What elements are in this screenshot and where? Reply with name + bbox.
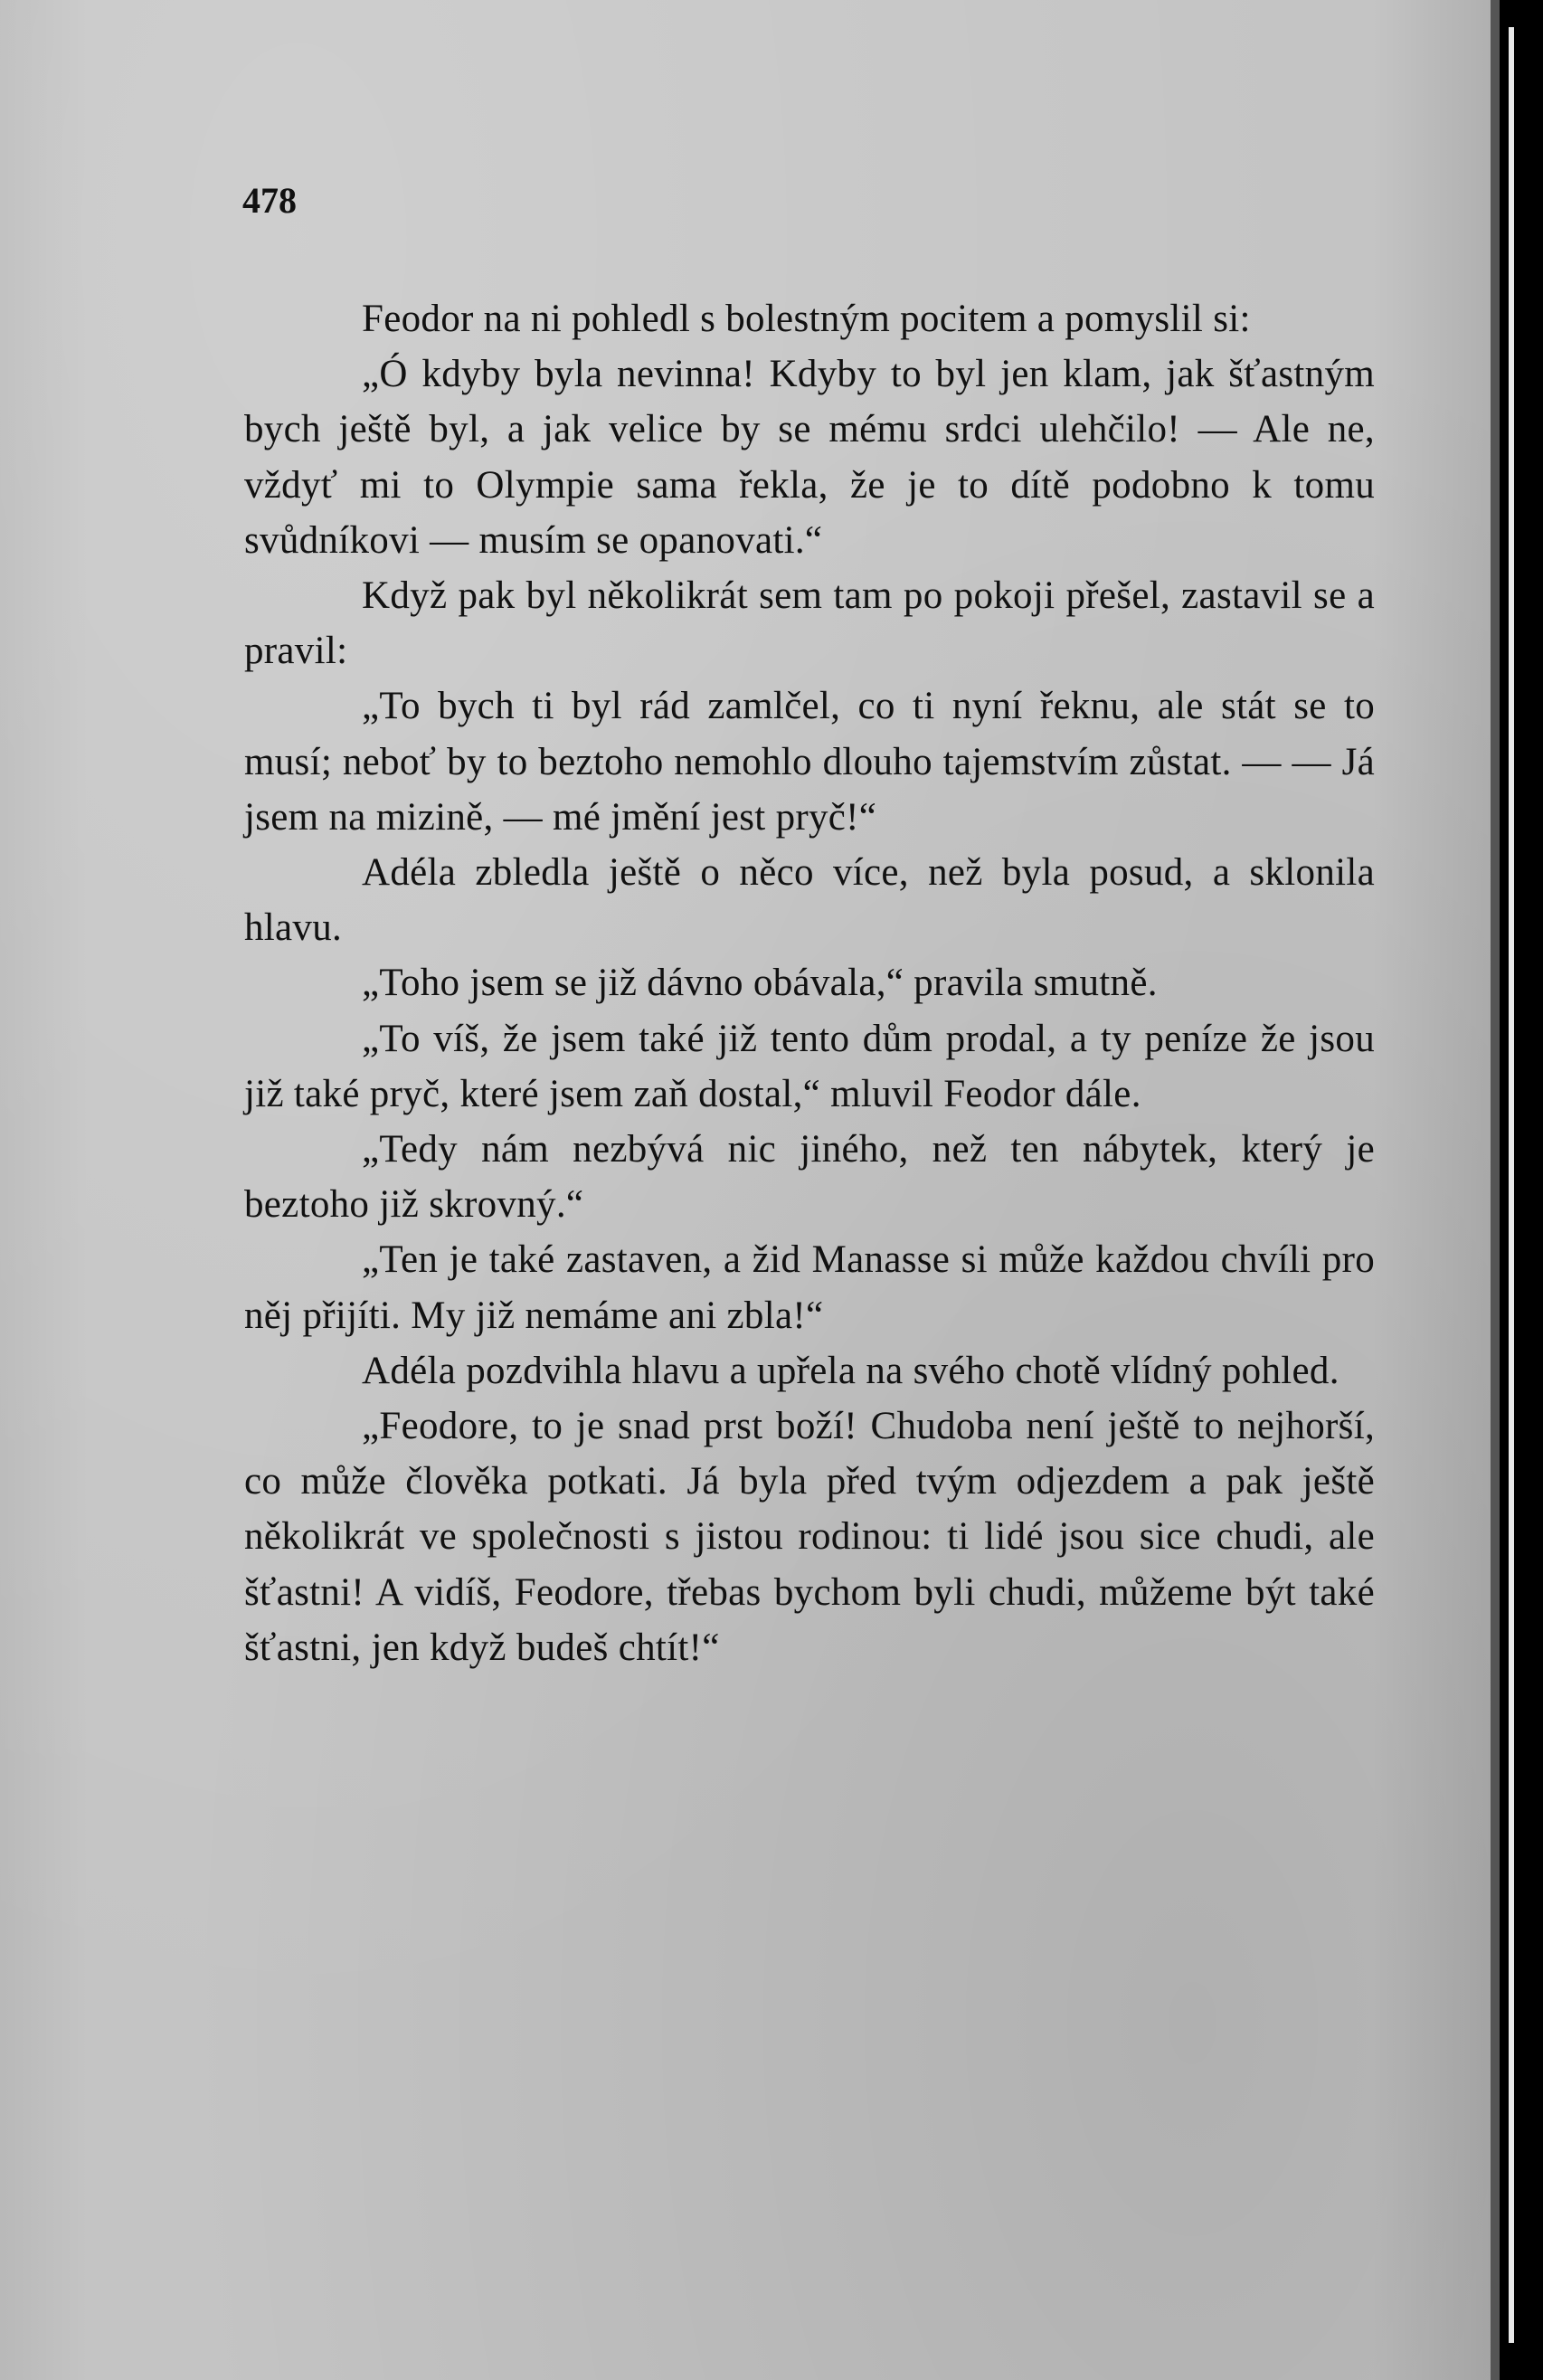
paragraph: Feodor na ni pohledl s bolestným pocitem a pomyslil si: — [362, 298, 1251, 340]
paragraph: „To víš, že jsem také již tento dům prodal, a ty peníze že jsou již také pryč, které jsem zaň dostal,“ mluvil Feodor dále. — [244, 1017, 1375, 1115]
body-text — [244, 291, 1375, 1675]
scan-background — [1500, 0, 1543, 2380]
paragraph: „Tedy nám nezbývá nic jiného, než ten nábytek, který je beztoho již skrovný.“ — [244, 1128, 1375, 1227]
page-edge — [1491, 0, 1500, 2380]
page-number: 478 — [242, 180, 297, 221]
paragraph: „Ten je také zastaven, a žid Manasse si může každou chvíli pro něj přijíti. My již nemáme ani zbla!“ — [244, 1238, 1375, 1337]
paragraph: Adéla zbledla ještě o něco více, než byla posud, a sklonila hlavu. — [244, 851, 1375, 950]
paragraph: „Feodore, to je snad prst boží! Chudoba není ještě to nejhorší, co může člověka potkati. Já byla před tvým odjezdem a pak ještě několikrát ve společnosti s jistou rodinou: ti lidé jsou sice chudi, ale šťastni! A vidíš, Feodore, třebas bychom byli chudi, můžeme být také šťastni, jen když budeš chtít!“ — [244, 1405, 1375, 1669]
adjacent-page-edge — [1509, 27, 1514, 2343]
paragraph: „To bych ti byl rád zamlčel, co ti nyní řeknu, ale stát se to musí; neboť by to beztoho nemohlo dlouho tajemstvím zůstat. — — Já jsem na mizině, — mé jmění jest pryč!“ — [244, 685, 1375, 839]
paragraph: „Toho jsem se již dávno obávala,“ pravila smutně. — [362, 962, 1158, 1005]
paragraph: „Ó kdyby byla nevinna! Kdyby to byl jen klam, jak šťastným bych ještě byl, a jak velice by se mému srdci ulehčilo! — Ale ne, vždyť mi to Olympie sama řekla, že je to dítě podobno k tomu svůdníkovi — musím se opanovati.“ — [244, 353, 1375, 562]
paragraph: Adéla pozdvihla hlavu a upřela na svého chotě vlídný pohled. — [362, 1349, 1339, 1392]
paragraph: Když pak byl několikrát sem tam po pokoji přešel, zastavil se a pravil: — [244, 574, 1375, 673]
